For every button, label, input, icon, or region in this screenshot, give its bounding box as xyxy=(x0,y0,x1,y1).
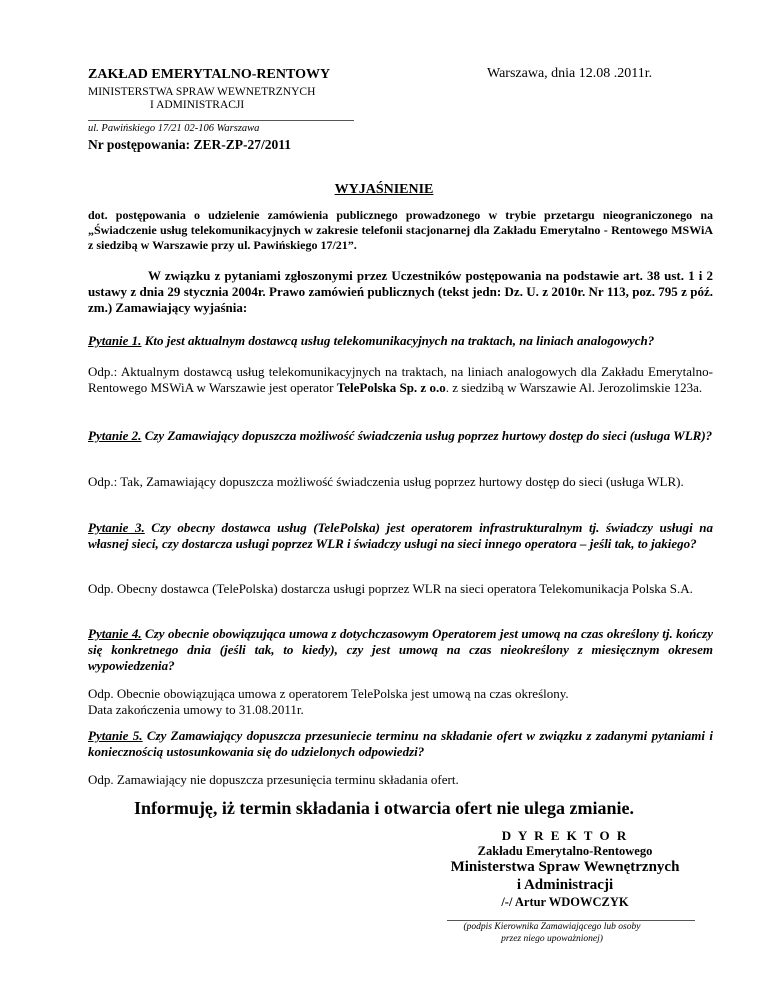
answer-2: Odp.: Tak, Zamawiający dopuszcza możliwość świadczenia usług poprzez hurtowy dostęp do sieci (usługa WLR). xyxy=(88,474,684,489)
question-text: Kto jest aktualnym dostawcą usług telekomunikacyjnych na traktach, na liniach analogowych? xyxy=(141,333,655,348)
signature-note-line-1: (podpis Kierownika Zamawiającego lub osoby xyxy=(463,922,641,932)
institution-name: ZAKŁAD EMERYTALNO-RENTOWY xyxy=(88,67,331,82)
answer-5: Odp. Zamawiający nie dopuszcza przesunięcia terminu składania ofert. xyxy=(88,772,459,787)
signature-role: D Y R E K T O R xyxy=(501,828,629,843)
subject-paragraph: dot. postępowania o udzielenie zamówienia publicznego prowadzonego w trybie przetargu nieograniczonego na „Świadczenie usług telekomunikacyjnych w zakresie telefonii stacjonarnej dla Zakładu Emerytalno - Rentowego MSWiA z siedzibą w Warszawie przy ul. Pawińskiego 17/21”. xyxy=(88,208,713,252)
question-label: Pytanie 1. xyxy=(88,333,142,348)
page-title: WYJAŚNIENIE xyxy=(334,182,434,197)
answer-4-line-2: Data zakończenia umowy to 31.08.2011r. xyxy=(88,702,304,717)
answer-text-end: . z siedzibą w Warszawie Al. Jerozolimskie 123a. xyxy=(445,380,703,395)
signature-line xyxy=(447,920,695,921)
question-2 xyxy=(88,428,713,444)
question-label: Pytanie 2. xyxy=(88,428,142,443)
question-4 xyxy=(88,626,713,674)
header-divider xyxy=(88,120,354,121)
answer-3: Odp. Obecny dostawca (TelePolska) dostarcza usługi poprzez WLR na sieci operatora Telekomunikacja Polska S.A. xyxy=(88,581,693,596)
answer-4-line-1: Odp. Obecnie obowiązująca umowa z operatorem TelePolska jest umową na czas określony. xyxy=(88,686,569,701)
signer-name: /-/ Artur WDOWCZYK xyxy=(501,895,629,909)
question-text: Czy obecnie obowiązująca umowa z dotychczasowym Operatorem jest umową na czas określony tj. kończy się konkretnego dnia (jeśli tak, to kiedy), czy jest umową na czas nieokreślony z miesięcznym okresem wypowiedzenia? xyxy=(88,626,713,673)
ministry-line-2: I ADMINISTRACJI xyxy=(150,99,245,111)
answer-1 xyxy=(88,364,713,396)
answer-text: Odp.: Aktualnym dostawcą usług telekomunikacyjnych na traktach, na liniach analogowych dla Zakładu Emerytalno-Rentowego MSWiA w Warszawie jest operator xyxy=(88,364,713,395)
question-label: Pytanie 5. xyxy=(88,728,143,743)
question-5 xyxy=(88,728,713,760)
ministry-line-1: MINISTERSTWA SPRAW WEWNETRZNYCH xyxy=(88,86,316,98)
question-label: Pytanie 4. xyxy=(88,626,142,641)
closing-statement: Informuję, iż termin składania i otwarcia ofert nie ulega zmianie. xyxy=(133,798,635,818)
signature-line-1: Zakładu Emerytalno-Rentowego xyxy=(477,844,653,858)
signature-line-3: i Administracji xyxy=(516,877,614,893)
question-3 xyxy=(88,520,713,552)
question-label: Pytanie 3. xyxy=(88,520,145,535)
signature-note-line-2: przez niego upoważnionej) xyxy=(501,934,603,944)
case-number: Nr postępowania: ZER-ZP-27/2011 xyxy=(88,137,292,152)
operator-name: TelePolska Sp. z o.o xyxy=(336,380,446,395)
question-text: Czy Zamawiający dopuszcza możliwość świadczenia usług poprzez hurtowy dostęp do sieci (usługa WLR)? xyxy=(141,428,713,443)
question-text: Czy Zamawiający dopuszcza przesuniecie terminu na składanie ofert w związku z zadanymi pytaniami i koniecznością ustosunkowania się do udzielonych odpowiedzi? xyxy=(88,728,713,759)
question-text: Czy obecny dostawca usług (TelePolska) jest operatorem infrastrukturalnym tj. świadczy usługi na własnej sieci, czy dostarcza usługi poprzez WLR i świadczy usługi na sieci innego operatora – jeśli tak, to jakiego? xyxy=(88,520,714,551)
question-1 xyxy=(88,333,713,349)
intro-paragraph: W związku z pytaniami zgłoszonymi przez Uczestników postępowania na podstawie art. 38 ust. 1 i 2 ustawy z dnia 29 stycznia 2004r. Prawo zamówień publicznych (tekst jedn: Dz. U. z 2010r. Nr 113, poz. 795 z póź. zm.) Zamawiający wyjaśnia: xyxy=(88,268,713,315)
date-line: Warszawa, dnia 12.08 .2011r. xyxy=(487,66,653,81)
signature-line-2: Ministerstwa Spraw Wewnętrznych xyxy=(450,859,680,875)
address-line: ul. Pawińskiego 17/21 02-106 Warszawa xyxy=(88,123,260,134)
